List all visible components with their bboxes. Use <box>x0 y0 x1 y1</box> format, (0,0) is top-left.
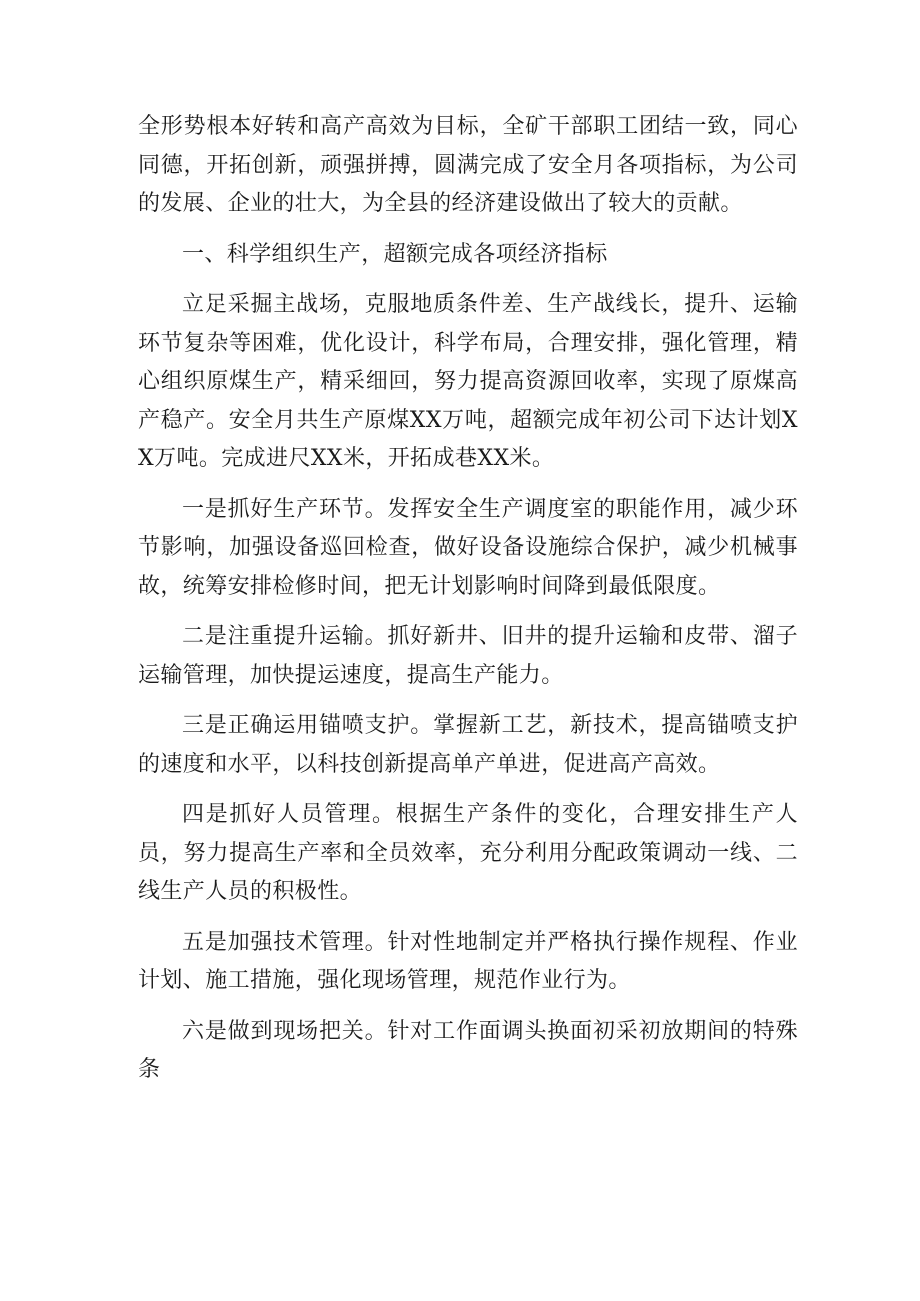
document-body <box>138 108 798 1102</box>
paragraph-item-6: 六是做到现场把关。针对工作面调头换面初采初放期间的特殊条 <box>138 1018 798 1082</box>
section-heading: 一、科学组织生产，超额完成各项经济指标 <box>182 241 608 267</box>
paragraph-item-5: 五是加强技术管理。针对性地制定并严格执行操作规程、作业计划、施工措施，强化现场管理，规范作业行为。 <box>138 929 798 993</box>
paragraph-item-3: 三是正确运用锚喷支护。掌握新工艺，新技术，提高锚喷支护的速度和水平，以科技创新提高单产单进，促进高产高效。 <box>138 713 798 777</box>
paragraph-continuation: 全形势根本好转和高产高效为目标，全矿干部职工团结一致，同心同德，开拓创新，顽强拼搏，圆满完成了安全月各项指标，为公司的发展、企业的壮大，为全县的经济建设做出了较大的贡献。 <box>138 114 798 216</box>
paragraph-production-overview: 立足采掘主战场，克服地质条件差、生产战线长，提升、运输环节复杂等困难，优化设计，科学布局，合理安排，强化管理，精心组织原煤生产，精采细回，努力提高资源回收率，实现了原煤高产稳产。安全月共生产原煤XX万吨，超额完成年初公司下达计划XX万吨。完成进尺XX米，开拓成巷XX米。 <box>138 292 798 471</box>
paragraph-item-4: 四是抓好人员管理。根据生产条件的变化，合理安排生产人员，努力提高生产率和全员效率，充分利用分配政策调动一线、二线生产人员的积极性。 <box>138 802 798 904</box>
paragraph-item-1: 一是抓好生产环节。发挥安全生产调度室的职能作用，减少环节影响，加强设备巡回检查，做好设备设施综合保护，减少机械事故，统筹安排检修时间，把无计划影响时间降到最低限度。 <box>138 496 798 599</box>
paragraph-item-2: 二是注重提升运输。抓好新井、旧井的提升运输和皮带、溜子运输管理，加快提运速度，提高生产能力。 <box>138 624 798 688</box>
